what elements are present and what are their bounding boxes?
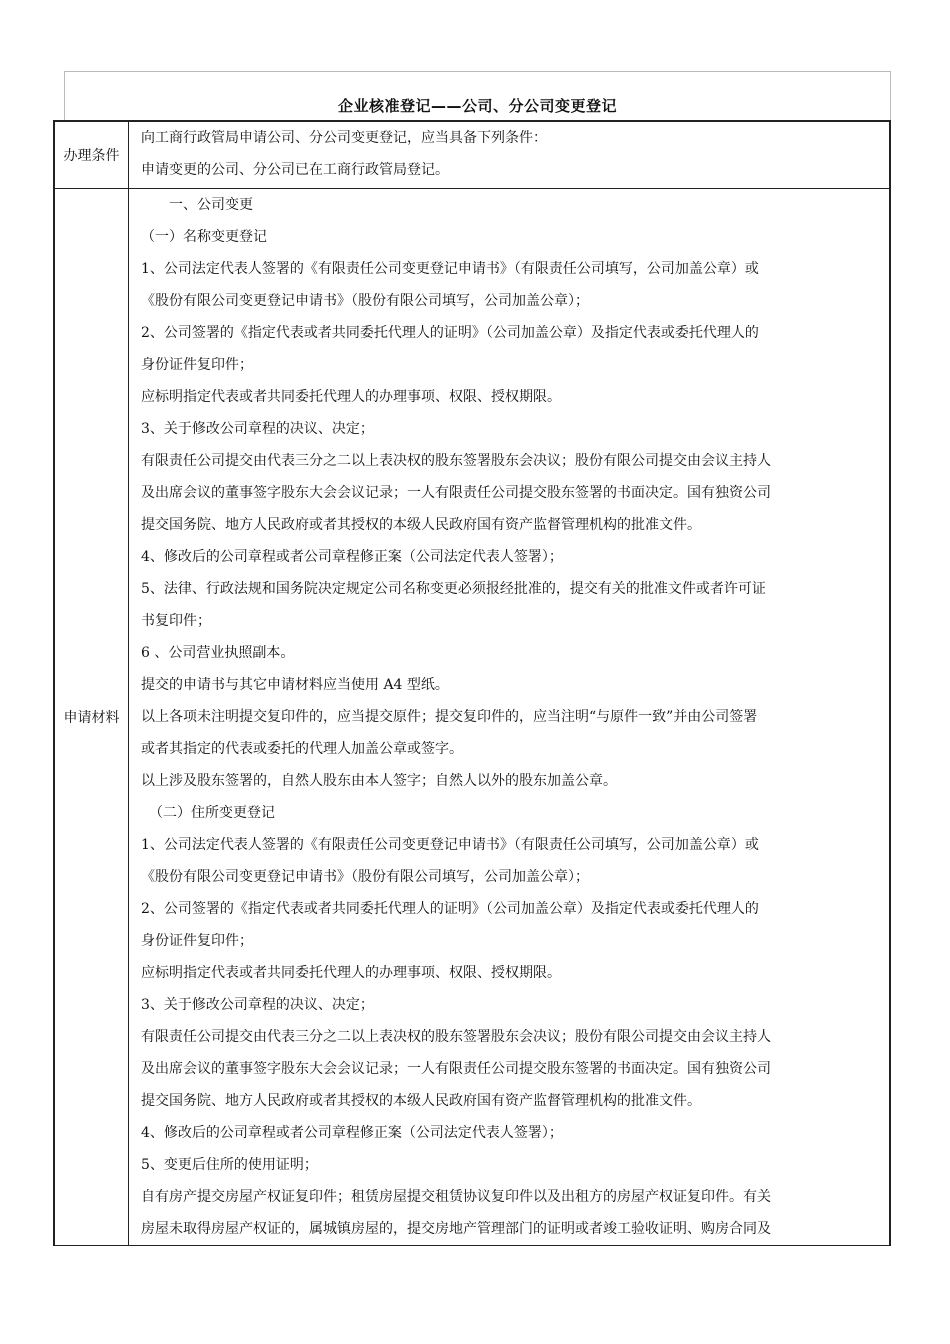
- material-line: 书复印件；: [141, 613, 211, 629]
- materials-content: [129, 189, 891, 1246]
- conditions-label: 办理条件: [54, 121, 129, 189]
- material-line: 1、公司法定代表人签署的《有限责任公司变更登记申请书》（有限责任公司填写，公司加盖公章）或: [141, 261, 759, 277]
- material-line: 以上各项未注明提交复印件的，应当提交原件；提交复印件的，应当注明“与原件一致”并由公司签署: [141, 709, 758, 725]
- material-line: 5、变更后住所的使用证明；: [141, 1157, 318, 1173]
- material-line: 2、公司签署的《指定代表或者共同委托代理人的证明》（公司加盖公章）及指定代表或委托代理人的: [141, 325, 759, 341]
- material-line: 自有房产提交房屋产权证复印件；租赁房屋提交租赁协议复印件以及出租方的房屋产权证复印件。有关: [141, 1189, 771, 1205]
- material-line: 以上涉及股东签署的，自然人股东由本人签字；自然人以外的股东加盖公章。: [141, 773, 617, 789]
- material-line: 3、关于修改公司章程的决议、决定；: [141, 997, 374, 1013]
- material-line: 4、修改后的公司章程或者公司章程修正案（公司法定代表人签署）；: [141, 549, 563, 565]
- material-line: 及出席会议的董事签字股东大会会议记录；一人有限责任公司提交股东签署的书面决定。国有独资公司: [141, 1061, 771, 1077]
- material-line: 4、修改后的公司章程或者公司章程修正案（公司法定代表人签署）；: [141, 1125, 563, 1141]
- material-line: 6 、公司营业执照副本。: [141, 645, 295, 661]
- material-line: 3、关于修改公司章程的决议、决定；: [141, 421, 374, 437]
- material-line: 身份证件复印件；: [141, 933, 253, 949]
- material-line: 应标明指定代表或者共同委托代理人的办理事项、权限、授权期限。: [141, 389, 561, 405]
- document-title: 企业核准登记——公司、分公司变更登记: [337, 97, 617, 115]
- material-line: 房屋未取得房屋产权证的，属城镇房屋的，提交房地产管理部门的证明或者竣工验收证明、购房合同及: [141, 1221, 771, 1237]
- material-line: 提交的申请书与其它申请材料应当使用 A4 型纸。: [141, 677, 449, 693]
- conditions-line: 向工商行政管局申请公司、分公司变更登记，应当具备下列条件：: [141, 130, 547, 146]
- material-line: 及出席会议的董事签字股东大会会议记录；一人有限责任公司提交股东签署的书面决定。国有独资公司: [141, 485, 771, 501]
- material-line: 1、公司法定代表人签署的《有限责任公司变更登记申请书》（有限责任公司填写，公司加盖公章）或: [141, 837, 759, 853]
- material-line: 5、法律、行政法规和国务院决定规定公司名称变更必须报经批准的，提交有关的批准文件或者许可证: [141, 581, 766, 597]
- conditions-row: [54, 121, 890, 189]
- title-box: [64, 71, 891, 120]
- material-line: 《股份有限公司变更登记申请书》（股份有限公司填写，公司加盖公章）；: [141, 293, 589, 309]
- conditions-line: 申请变更的公司、分公司已在工商行政管局登记。: [141, 162, 449, 178]
- material-line: 有限责任公司提交由代表三分之二以上表决权的股东签署股东会决议；股份有限公司提交由会议主持人: [141, 453, 771, 469]
- material-line: 提交国务院、地方人民政府或者其授权的本级人民政府国有资产监督管理机构的批准文件。: [141, 517, 701, 533]
- material-line: 或者其指定的代表或委托的代理人加盖公章或签字。: [141, 741, 463, 757]
- material-line: 提交国务院、地方人民政府或者其授权的本级人民政府国有资产监督管理机构的批准文件。: [141, 1093, 701, 1109]
- material-line: 《股份有限公司变更登记申请书》（股份有限公司填写，公司加盖公章）；: [141, 869, 589, 885]
- conditions-content: [129, 121, 891, 189]
- material-line: 身份证件复印件；: [141, 357, 253, 373]
- material-line: 2、公司签署的《指定代表或者共同委托代理人的证明》（公司加盖公章）及指定代表或委托代理人的: [141, 901, 759, 917]
- material-line: 有限责任公司提交由代表三分之二以上表决权的股东签署股东会决议；股份有限公司提交由会议主持人: [141, 1029, 771, 1045]
- subsection-heading: （一）名称变更登记: [141, 229, 267, 245]
- materials-label: 申请材料: [54, 189, 129, 1246]
- registration-table: [53, 120, 891, 1246]
- material-line: 应标明指定代表或者共同委托代理人的办理事项、权限、授权期限。: [141, 965, 561, 981]
- materials-row: [54, 189, 890, 1246]
- section-heading: 一、公司变更: [169, 197, 253, 213]
- subsection-heading: （二）住所变更登记: [149, 805, 275, 821]
